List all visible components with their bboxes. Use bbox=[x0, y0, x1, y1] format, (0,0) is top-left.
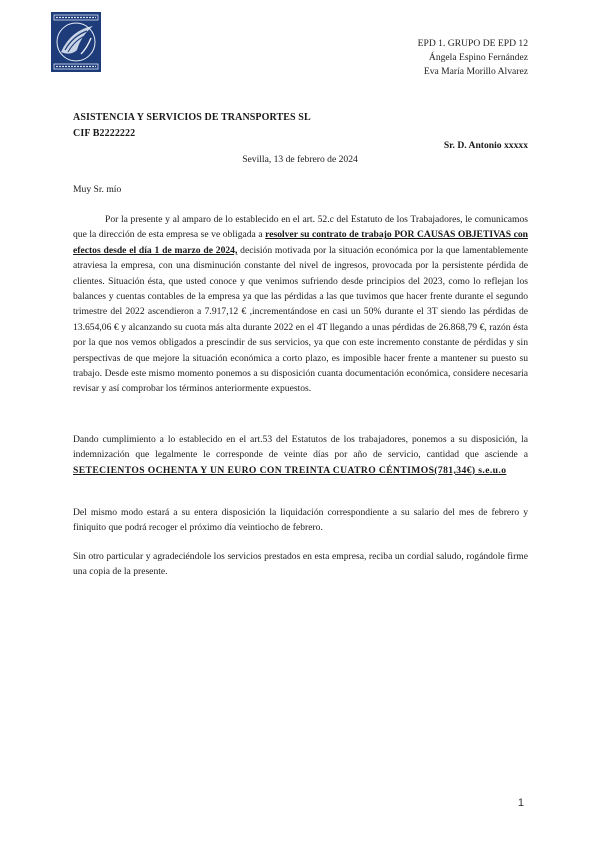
company-name: ASISTENCIA Y SERVICIOS DE TRANSPORTES SL bbox=[73, 112, 311, 123]
page-number: 1 bbox=[517, 797, 524, 809]
paragraph-settlement: Del mismo modo estará a su entera disposición la liquidación correspondiente a su salario del mes de febrero y finiquito que podrá recoger el próximo día veintiocho de febrero. bbox=[73, 507, 528, 534]
letter-date: Sevilla, 13 de febrero de 2024 bbox=[242, 154, 358, 165]
paragraph-dismissal-rest: decisión motivada por la situación económica por la que lamentablemente atraviesa la empresa, con una disminución constante del nivel de ingresos, provocada por la persistente pérdida de clientes. Situación ésta, que usted conoce y que venimos sufriendo desde principios del 2023, como lo reflejan los balances y cuentas contables de la empresa ya que las pérdidas a las que tuvimos que hacer frente durante el segundo trimestre del 2022 ascendieron a 7.917,12 € ,incrementándose en casi un 50% durante el 3T siendo las pérdidas de 13.654,06 € y alcanzando su cuota más alta durante 2022 en el 4T llegando a unas pérdidas de 26.868,79 €, razón ésta por la que nos vemos obligados a prescindir de sus servicios, ya que con este incremento constante de pérdidas y sin perspectivas de que mejore la situación económica a corto plazo, es imposible hacer frente a mantener su puesto su trabajo. Desde este mismo momento ponemos a su disposición cuanta documentación económica, considere necesaria revisar y así comprobar los términos anteriormente expuestos. bbox=[73, 244, 528, 395]
paragraph-dismissal bbox=[73, 212, 528, 397]
company-block bbox=[73, 110, 311, 142]
recipient-name: Sr. D. Antonio xxxxx bbox=[443, 140, 528, 151]
paragraph-indemnity-text: Dando cumplimiento a lo establecido en el art.53 del Estatutos de los trabajadores, ponemos a su disposición, la indemnización que legalmente le corresponde de veinte días por año de servicio, cantidad que asciende a bbox=[73, 434, 528, 461]
indemnity-amount: SETECIENTOS OCHENTA Y UN EURO CON TREINTA CUATRO CÉNTIMOS(781,34€) s.e.u.o bbox=[73, 464, 507, 476]
logo-emblem-icon bbox=[51, 12, 101, 72]
author-header bbox=[418, 37, 528, 79]
paragraph-indemnity bbox=[73, 432, 528, 478]
header-line-author-2: Eva María Morillo Alvarez bbox=[423, 66, 528, 77]
university-logo bbox=[51, 12, 101, 72]
header-line-author-1: Ángela Espino Fernández bbox=[428, 52, 528, 63]
paragraph-dismissal-intro: Por la presente y al amparo de lo establecido en el art. 52.c del Estatuto de los Trabajadores, le comunicamos que la dirección de esta empresa se ve obligada a bbox=[73, 214, 528, 241]
greeting: Muy Sr. mío bbox=[73, 184, 122, 195]
dismissal-emphasis: resolver su contrato de trabajo POR CAUSAS OBJETIVAS con efectos desde el día 1 de marzo de 2024, bbox=[73, 229, 528, 256]
paragraph-closing: Sin otro particular y agradeciéndole los servicios prestados en esta empresa, reciba un cordial saludo, rogándole firme una copia de la presente. bbox=[73, 551, 528, 578]
header-line-group: EPD 1. GRUPO DE EPD 12 bbox=[417, 38, 528, 49]
company-cif: CIF B2222222 bbox=[73, 128, 136, 139]
